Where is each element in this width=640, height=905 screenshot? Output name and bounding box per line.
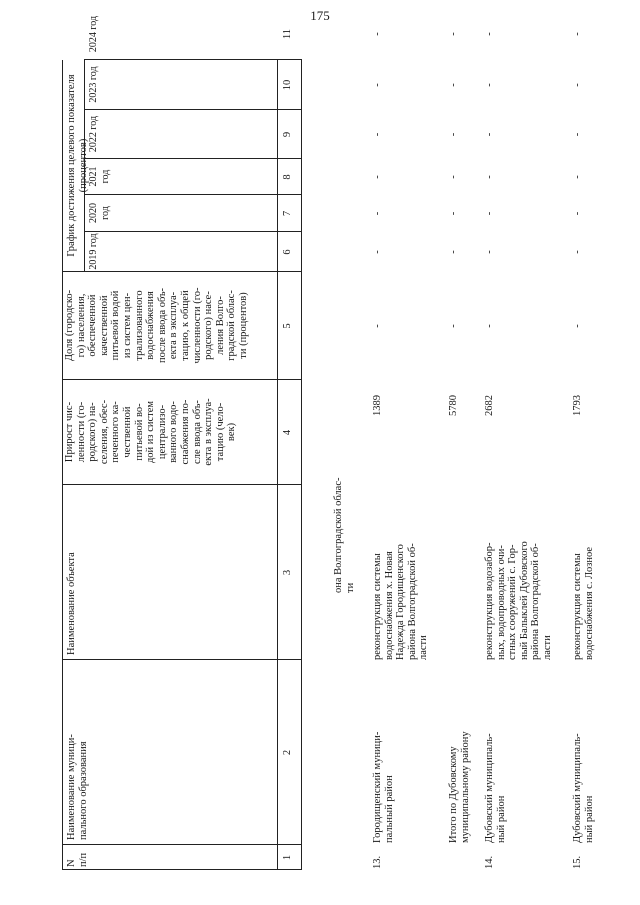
col-number-11: 11: [282, 28, 293, 40]
row-15-object: реконструкция системы водоснабжения с. Лозное: [572, 546, 595, 660]
col-number-2: 2: [282, 749, 293, 756]
col-number-6: 6: [282, 249, 293, 255]
total-dubovsky-2022: -: [448, 132, 459, 137]
header-year-2022: 2022 год: [88, 115, 99, 153]
total-dubovsky-2023: -: [448, 83, 459, 87]
col-number-10: 10: [282, 79, 293, 91]
year-border-2023: [84, 109, 302, 110]
row-14-number: 14.: [484, 855, 495, 869]
year-border-2021: [84, 194, 302, 195]
row-13-share: -: [372, 324, 383, 328]
row-13-number: 13.: [372, 855, 383, 869]
header-bottom-border: [301, 60, 302, 870]
row-14-municipality: Дубовский муниципаль- ный район: [484, 733, 507, 843]
row-14-growth: 2682: [484, 395, 495, 416]
col-border-2: [62, 659, 302, 660]
row-13-2023: -: [372, 83, 383, 87]
header-year-2024: 2024 год: [88, 15, 99, 53]
col-border-3: [62, 484, 302, 485]
row-14-2019: -: [484, 250, 495, 254]
col-number-3: 3: [282, 569, 293, 576]
row-15-2019: -: [572, 250, 583, 254]
row-13-2019: -: [372, 250, 383, 254]
row-13-2020: -: [372, 211, 383, 216]
col-number-9: 9: [282, 131, 293, 138]
row-14-2024: -: [484, 32, 495, 36]
row-15-municipality: Дубовский муниципаль- ный район: [572, 733, 595, 843]
header-year-2023: 2023 год: [88, 66, 99, 103]
row-13-2022: -: [372, 132, 383, 137]
header-schedule: График достижения целевого показателя (процентов): [66, 74, 89, 257]
total-dubovsky-growth: 5780: [448, 395, 459, 416]
row-15-2021: -: [572, 175, 583, 179]
total-dubovsky-2020: -: [448, 211, 459, 216]
total-dubovsky-2019: -: [448, 250, 459, 254]
header-col-object: Наименование объекта: [66, 552, 77, 655]
row-15-2024: -: [572, 32, 583, 36]
total-dubovsky-label: Итого по Дубовскому муниципальному району: [448, 731, 471, 843]
year-border-2020: [84, 231, 302, 232]
row-14-2023: -: [484, 83, 495, 87]
header-year-2019: 2019 год: [88, 233, 99, 270]
total-dubovsky-2021: -: [448, 175, 459, 179]
row-15-2020: -: [572, 211, 583, 216]
row-13-growth: 1389: [372, 395, 383, 416]
col-number-7: 7: [282, 210, 293, 217]
year-border-2022: [84, 158, 302, 159]
row-13-2021: -: [372, 175, 383, 179]
row-14-2020: -: [484, 211, 495, 216]
row-14-object: реконструкция водозабор- ных, водопроводных очи- стных сооружений с. Гор- ный Балыклей Дубовского района Волгоградской об- ласти: [484, 541, 553, 660]
year-border-2024: [84, 59, 302, 60]
header-year-2021: 2021 год: [88, 166, 111, 187]
numbers-row-top-border: [277, 60, 278, 870]
header-col-municipality: Наименование муници- пального образования: [66, 734, 89, 840]
col-border-1: [62, 844, 302, 845]
row-15-number: 15.: [572, 855, 583, 869]
row-15-growth: 1793: [572, 395, 583, 416]
row-15-share: -: [572, 324, 583, 328]
row-14-2022: -: [484, 132, 495, 137]
row-14-share: -: [484, 324, 495, 328]
total-dubovsky-2024: -: [448, 32, 459, 36]
table-left-border: [62, 869, 302, 870]
carry-over-text: она Волгоградской облас- ти: [333, 477, 356, 593]
row-15-2022: -: [572, 132, 583, 137]
col-number-4: 4: [282, 429, 293, 436]
page-number: 175: [310, 8, 330, 23]
row-13-municipality: Городищенский муници- пальный район: [372, 731, 395, 843]
header-year-2020: 2020 год: [88, 203, 111, 223]
header-col-population-share: Доля (городско- го) населения, обеспеченной качественной питьевой водой из систем цен- трализованного водоснабжения после ввода объ- екта в эксплуа- тацию, к общей численности (го- родского) насе- ления Волго- градской облас- ти (процентов): [64, 287, 249, 364]
header-top-border: [62, 60, 63, 870]
row-13-object: реконструкция системы водоснабжения х. Новая Надежда Городищенского района Волгоградской об- ласти: [372, 543, 430, 660]
col-number-5: 5: [282, 323, 293, 329]
header-col-number: N п/п: [66, 852, 89, 867]
col-number-1: 1: [282, 854, 293, 861]
header-col-population-growth: Прирост чис- ленности (го- родского) на- селения, обес- печенного ка- чественной питьевой во- дой из систем централизо- ванного водо- снабжения по- сле ввода объ- екта в эксплуа- тацию (чело- век): [64, 398, 238, 466]
total-dubovsky-share: -: [448, 324, 459, 328]
row-13-2024: -: [372, 32, 383, 36]
row-15-2023: -: [572, 83, 583, 87]
col-number-8: 8: [282, 174, 293, 180]
row-14-2021: -: [484, 175, 495, 179]
